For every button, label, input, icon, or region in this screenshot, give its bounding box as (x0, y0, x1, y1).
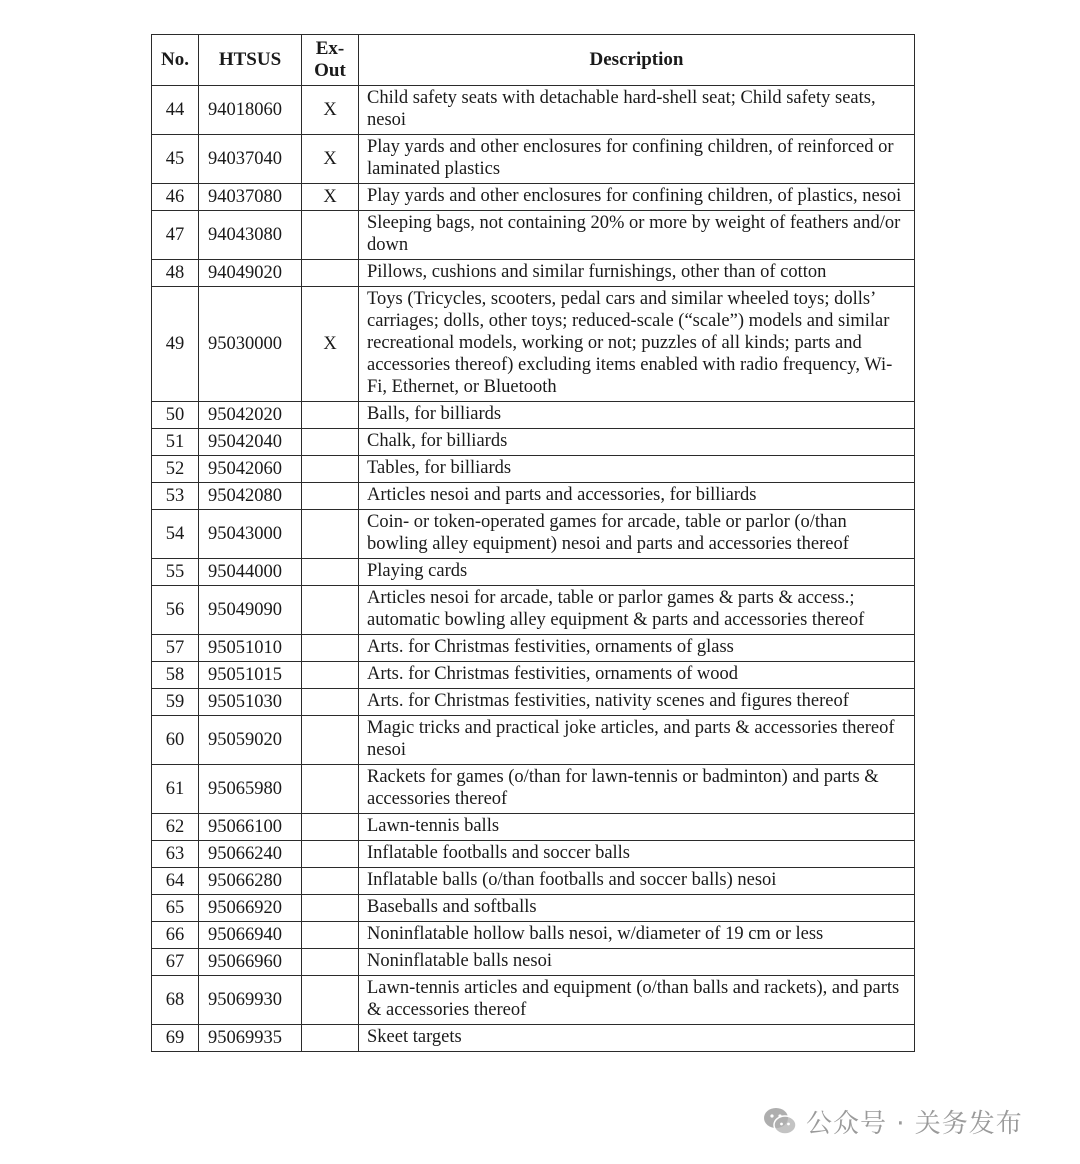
cell-htsus: 95069935 (199, 1025, 302, 1052)
cell-no: 65 (152, 895, 199, 922)
table-row (152, 689, 915, 716)
cell-no: 59 (152, 689, 199, 716)
cell-exout (302, 402, 359, 429)
header-htsus: HTSUS (199, 35, 302, 86)
cell-htsus: 95066100 (199, 814, 302, 841)
table-row (152, 429, 915, 456)
cell-exout: X (302, 184, 359, 211)
cell-description: Baseballs and softballs (359, 895, 915, 922)
table-row (152, 662, 915, 689)
cell-no: 63 (152, 841, 199, 868)
cell-no: 47 (152, 211, 199, 260)
cell-exout (302, 841, 359, 868)
cell-no: 51 (152, 429, 199, 456)
cell-exout: X (302, 86, 359, 135)
table-row (152, 287, 915, 402)
cell-no: 67 (152, 949, 199, 976)
cell-exout (302, 922, 359, 949)
cell-exout (302, 1025, 359, 1052)
table-row (152, 635, 915, 662)
cell-exout (302, 814, 359, 841)
table-row (152, 559, 915, 586)
cell-description: Arts. for Christmas festivities, ornaments of wood (359, 662, 915, 689)
cell-description: Noninflatable balls nesoi (359, 949, 915, 976)
table-row (152, 483, 915, 510)
cell-exout: X (302, 135, 359, 184)
cell-exout (302, 211, 359, 260)
table-row (152, 976, 915, 1025)
cell-exout (302, 429, 359, 456)
table-body (152, 86, 915, 1052)
cell-no: 48 (152, 260, 199, 287)
cell-description: Playing cards (359, 559, 915, 586)
cell-htsus: 94037080 (199, 184, 302, 211)
cell-description: Sleeping bags, not containing 20% or more by weight of feathers and/or down (359, 211, 915, 260)
table-row (152, 510, 915, 559)
header-exout-line1: Ex- (315, 38, 345, 59)
header-exout-line2: Out (314, 60, 346, 81)
cell-description: Noninflatable hollow balls nesoi, w/diameter of 19 cm or less (359, 922, 915, 949)
cell-no: 44 (152, 86, 199, 135)
cell-htsus: 94037040 (199, 135, 302, 184)
cell-htsus: 95042020 (199, 402, 302, 429)
cell-description: Articles nesoi and parts and accessories, for billiards (359, 483, 915, 510)
cell-exout (302, 510, 359, 559)
cell-no: 55 (152, 559, 199, 586)
cell-exout (302, 949, 359, 976)
cell-description: Child safety seats with detachable hard-shell seat; Child safety seats, nesoi (359, 86, 915, 135)
wechat-icon (762, 1106, 798, 1136)
table-row (152, 184, 915, 211)
watermark-text: 公众号 · 关务发布 (806, 1108, 1023, 1139)
cell-description: Coin- or token-operated games for arcade, table or parlor (o/than bowling alley equipment) nesoi and parts and accessories thereof (359, 510, 915, 559)
cell-description: Lawn-tennis articles and equipment (o/than balls and rackets), and parts & accessories thereof (359, 976, 915, 1025)
cell-description: Play yards and other enclosures for confining children, of plastics, nesoi (359, 184, 915, 211)
cell-no: 49 (152, 287, 199, 402)
cell-description: Magic tricks and practical joke articles, and parts & accessories thereof nesoi (359, 716, 915, 765)
htsus-table (151, 34, 915, 1052)
cell-description: Inflatable footballs and soccer balls (359, 841, 915, 868)
cell-exout (302, 559, 359, 586)
cell-description: Inflatable balls (o/than footballs and soccer balls) nesoi (359, 868, 915, 895)
cell-htsus: 95066920 (199, 895, 302, 922)
cell-no: 60 (152, 716, 199, 765)
cell-no: 68 (152, 976, 199, 1025)
cell-htsus: 95066240 (199, 841, 302, 868)
cell-htsus: 95051030 (199, 689, 302, 716)
cell-no: 56 (152, 586, 199, 635)
header-exout (302, 35, 359, 86)
cell-exout (302, 260, 359, 287)
table-row (152, 949, 915, 976)
cell-htsus: 95030000 (199, 287, 302, 402)
cell-htsus: 94049020 (199, 260, 302, 287)
cell-htsus: 95065980 (199, 765, 302, 814)
cell-htsus: 95051010 (199, 635, 302, 662)
cell-exout (302, 765, 359, 814)
cell-description: Arts. for Christmas festivities, nativity scenes and figures thereof (359, 689, 915, 716)
cell-exout: X (302, 287, 359, 402)
cell-no: 69 (152, 1025, 199, 1052)
cell-exout (302, 976, 359, 1025)
table-row (152, 922, 915, 949)
table-row (152, 586, 915, 635)
cell-htsus: 95066960 (199, 949, 302, 976)
cell-no: 53 (152, 483, 199, 510)
cell-description: Toys (Tricycles, scooters, pedal cars and similar wheeled toys; dolls’ carriages; dolls, other toys; reduced-scale (“scale”) models and similar recreational models, working or not; puzzles of all kinds; parts and accessories thereof) excluding items enabled with radio frequency, Wi-Fi, Ethernet, or Bluetooth (359, 287, 915, 402)
cell-exout (302, 456, 359, 483)
cell-description: Arts. for Christmas festivities, ornaments of glass (359, 635, 915, 662)
cell-no: 58 (152, 662, 199, 689)
cell-exout (302, 868, 359, 895)
cell-htsus: 95043000 (199, 510, 302, 559)
cell-htsus: 95044000 (199, 559, 302, 586)
cell-exout (302, 483, 359, 510)
table-row (152, 716, 915, 765)
cell-htsus: 95042060 (199, 456, 302, 483)
cell-no: 54 (152, 510, 199, 559)
cell-no: 64 (152, 868, 199, 895)
table-row (152, 895, 915, 922)
cell-no: 52 (152, 456, 199, 483)
cell-htsus: 94018060 (199, 86, 302, 135)
header-description: Description (359, 35, 915, 86)
cell-no: 61 (152, 765, 199, 814)
cell-description: Rackets for games (o/than for lawn-tennis or badminton) and parts & accessories thereof (359, 765, 915, 814)
cell-exout (302, 662, 359, 689)
table-row (152, 86, 915, 135)
table-row (152, 402, 915, 429)
cell-htsus: 95042040 (199, 429, 302, 456)
cell-description: Play yards and other enclosures for confining children, of reinforced or laminated plastics (359, 135, 915, 184)
cell-htsus: 95042080 (199, 483, 302, 510)
cell-exout (302, 895, 359, 922)
cell-htsus: 94043080 (199, 211, 302, 260)
cell-htsus: 95069930 (199, 976, 302, 1025)
cell-no: 50 (152, 402, 199, 429)
table-row (152, 868, 915, 895)
table-row (152, 814, 915, 841)
table-row (152, 260, 915, 287)
cell-exout (302, 689, 359, 716)
cell-htsus: 95066940 (199, 922, 302, 949)
cell-description: Balls, for billiards (359, 402, 915, 429)
table-row (152, 135, 915, 184)
cell-description: Lawn-tennis balls (359, 814, 915, 841)
cell-htsus: 95051015 (199, 662, 302, 689)
htsus-table-container (151, 34, 914, 1052)
header-no: No. (152, 35, 199, 86)
cell-description: Chalk, for billiards (359, 429, 915, 456)
cell-description: Skeet targets (359, 1025, 915, 1052)
table-row (152, 841, 915, 868)
table-header-row (152, 35, 915, 86)
cell-no: 46 (152, 184, 199, 211)
table-row (152, 1025, 915, 1052)
cell-exout (302, 716, 359, 765)
watermark (762, 1101, 1023, 1141)
table-row (152, 211, 915, 260)
cell-htsus: 95059020 (199, 716, 302, 765)
cell-description: Articles nesoi for arcade, table or parlor games & parts & access.; automatic bowling alley equipment & parts and accessories thereof (359, 586, 915, 635)
cell-no: 62 (152, 814, 199, 841)
table-row (152, 765, 915, 814)
table-row (152, 456, 915, 483)
cell-htsus: 95049090 (199, 586, 302, 635)
cell-htsus: 95066280 (199, 868, 302, 895)
cell-no: 57 (152, 635, 199, 662)
cell-description: Pillows, cushions and similar furnishings, other than of cotton (359, 260, 915, 287)
cell-description: Tables, for billiards (359, 456, 915, 483)
cell-no: 45 (152, 135, 199, 184)
cell-no: 66 (152, 922, 199, 949)
cell-exout (302, 635, 359, 662)
cell-exout (302, 586, 359, 635)
